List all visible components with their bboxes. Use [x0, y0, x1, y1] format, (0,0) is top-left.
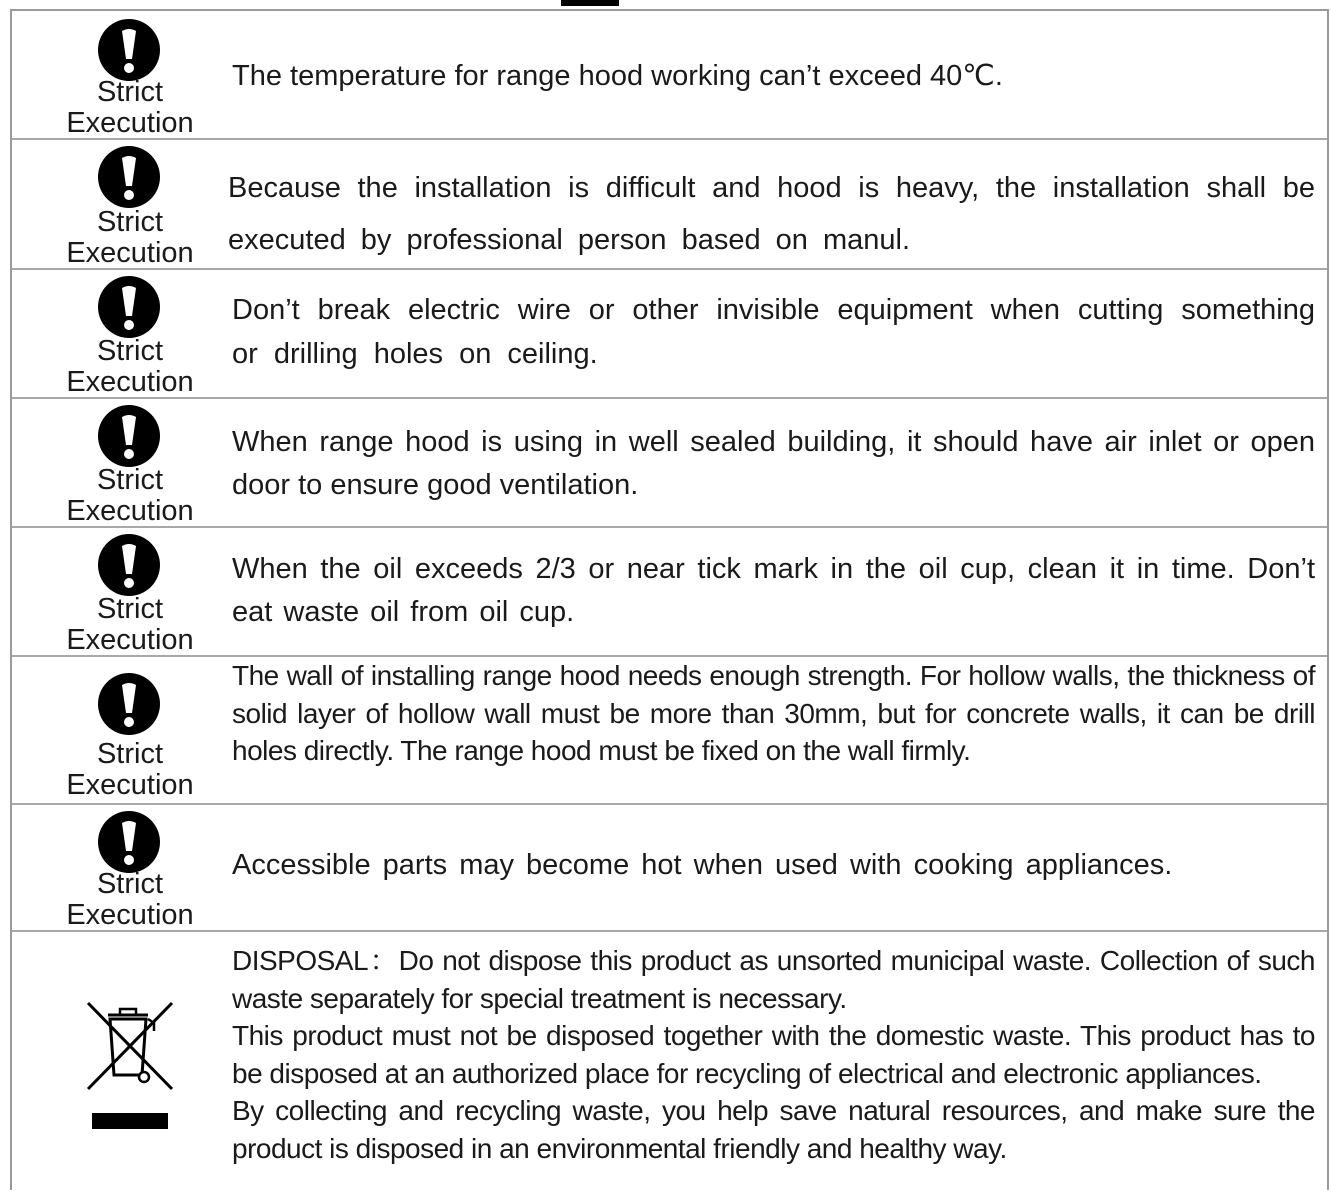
strict-execution-caption: Strict Execution	[66, 206, 194, 269]
warning-text: The wall of installing range hood needs enough strength. For hollow walls, the thickness of solid layer of hollow wall must be more than 30mm, but for concrete walls, it can be drill holes directly. The range hood must be fixed on the wall firmly.	[232, 660, 1315, 766]
warning-row	[12, 528, 1327, 657]
disposal-text-block	[232, 942, 1315, 1167]
warning-row	[12, 657, 1327, 805]
strict-execution-caption: Strict Execution	[66, 738, 194, 801]
exclamation-circle-icon	[98, 405, 160, 467]
disposal-paragraph: DISPOSAL：Do not dispose this product as unsorted municipal waste. Collection of such waste separately for special treatment is necessary.	[232, 945, 1315, 1014]
header-tab-mark	[561, 0, 619, 6]
warnings-table	[10, 9, 1329, 1190]
disposal-paragraph: This product must not be disposed together with the domestic waste. This product has to be disposed at an authorized place for recycling of electrical and electronic appliances.	[232, 1020, 1315, 1089]
exclamation-circle-icon	[98, 19, 160, 81]
strict-execution-caption: Strict Execution	[66, 335, 194, 398]
warning-text: Accessible parts may become hot when used with cooking appliances.	[232, 849, 1173, 881]
exclamation-circle-icon	[98, 811, 160, 873]
disposal-icon-cell	[12, 932, 234, 1192]
strict-execution-caption: Strict Execution	[66, 593, 194, 656]
warning-icon-cell	[12, 270, 234, 397]
warning-icon-cell	[12, 657, 234, 803]
exclamation-circle-icon	[98, 673, 160, 735]
warning-icon-cell	[12, 805, 234, 930]
warning-text: When the oil exceeds 2/3 or near tick mark in the oil cup, clean it in time. Don’t eat waste oil from oil cup.	[232, 553, 1315, 628]
exclamation-circle-icon	[98, 534, 160, 596]
warning-row	[12, 270, 1327, 399]
warning-text: The temperature for range hood working can’t exceed 40℃.	[232, 60, 1003, 92]
warning-icon-cell	[12, 140, 234, 268]
warning-row	[12, 805, 1327, 932]
strict-execution-caption: Strict Execution	[66, 464, 194, 527]
warning-text: Don’t break electric wire or other invisible equipment when cutting something or drilling holes on ceiling.	[232, 294, 1315, 370]
warning-icon-cell	[12, 528, 234, 655]
strict-execution-caption: Strict Execution	[66, 76, 194, 139]
crossed-out-wheelie-bin-icon	[82, 997, 178, 1137]
warning-row	[12, 11, 1327, 140]
warning-row	[12, 399, 1327, 528]
exclamation-circle-icon	[98, 276, 160, 338]
warning-icon-cell	[12, 399, 234, 526]
disposal-row	[12, 932, 1327, 1192]
disposal-paragraph: By collecting and recycling waste, you help save natural resources, and make sure the product is disposed in an environmental friendly and healthy way.	[232, 1095, 1315, 1164]
exclamation-circle-icon	[98, 146, 160, 208]
warning-icon-cell	[12, 11, 234, 138]
warning-row	[12, 140, 1327, 270]
warning-text: Because the installation is difficult and hood is heavy, the installation shall be executed by professional person based on manul.	[228, 172, 1315, 256]
strict-execution-caption: Strict Execution	[66, 868, 194, 931]
warning-text: When range hood is using in well sealed building, it should have air inlet or open door to ensure good ventilation.	[232, 426, 1315, 501]
